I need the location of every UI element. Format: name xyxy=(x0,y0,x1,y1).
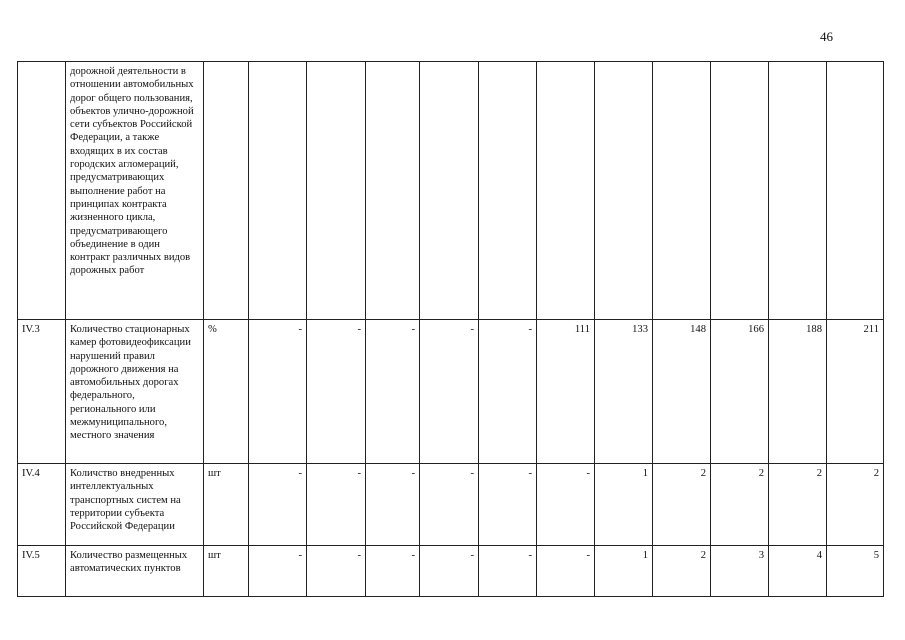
row-value: - xyxy=(307,320,366,464)
row-value: 111 xyxy=(537,320,595,464)
row-value xyxy=(249,62,307,320)
row-value: - xyxy=(420,320,479,464)
row-value: 211 xyxy=(827,320,884,464)
table-row xyxy=(18,464,884,546)
row-name: Количество размещенных автоматических пунктов xyxy=(66,546,204,597)
row-unit: % xyxy=(204,320,249,464)
row-value: 166 xyxy=(711,320,769,464)
row-value: - xyxy=(366,546,420,597)
row-value xyxy=(366,62,420,320)
row-value: 2 xyxy=(711,464,769,546)
table-row xyxy=(18,320,884,464)
row-value xyxy=(769,62,827,320)
row-value: 2 xyxy=(827,464,884,546)
row-value xyxy=(711,62,769,320)
row-value: - xyxy=(249,464,307,546)
row-unit: шт xyxy=(204,464,249,546)
row-value: - xyxy=(366,320,420,464)
row-value: - xyxy=(479,546,537,597)
row-value: 133 xyxy=(595,320,653,464)
row-value: - xyxy=(420,464,479,546)
row-value: - xyxy=(249,546,307,597)
row-value: - xyxy=(307,464,366,546)
row-name: Количество стационарных камер фотовидеофиксации нарушений правил дорожного движения на автомобильных дорогах федерального, регионального или межмуниципального, местного значения xyxy=(66,320,204,464)
table-row xyxy=(18,62,884,320)
row-value: - xyxy=(366,464,420,546)
row-value: - xyxy=(420,546,479,597)
row-value xyxy=(595,62,653,320)
row-value xyxy=(827,62,884,320)
table-row xyxy=(18,546,884,597)
row-value: 4 xyxy=(769,546,827,597)
row-value: 1 xyxy=(595,464,653,546)
row-value xyxy=(420,62,479,320)
row-value: 5 xyxy=(827,546,884,597)
row-code xyxy=(18,62,66,320)
row-name: Количство внедренных интеллектуальных транспортных систем на территории субъекта Российской Федерации xyxy=(66,464,204,546)
row-value xyxy=(537,62,595,320)
row-value: - xyxy=(479,320,537,464)
row-value xyxy=(653,62,711,320)
row-value: - xyxy=(479,464,537,546)
row-value: 1 xyxy=(595,546,653,597)
row-value: - xyxy=(537,546,595,597)
row-code: IV.5 xyxy=(18,546,66,597)
row-value: 3 xyxy=(711,546,769,597)
row-code: IV.4 xyxy=(18,464,66,546)
row-value: 2 xyxy=(653,464,711,546)
indicators-table xyxy=(17,61,884,597)
page-number: 46 xyxy=(820,29,833,44)
row-value: 2 xyxy=(769,464,827,546)
row-value: 2 xyxy=(653,546,711,597)
row-unit: шт xyxy=(204,546,249,597)
row-value: 148 xyxy=(653,320,711,464)
row-value xyxy=(479,62,537,320)
row-value: - xyxy=(537,464,595,546)
row-value xyxy=(307,62,366,320)
row-code: IV.3 xyxy=(18,320,66,464)
row-value: - xyxy=(307,546,366,597)
row-name: дорожной деятельности в отношении автомобильных дорог общего пользования, объектов улично-дорожной сети субъектов Российской Федерации, а также входящих в их состав городских агломераций, предусматривающих выполнение работ на принципах контракта жизненного цикла, предусматривающего объединение в один контракт различных видов дорожных работ xyxy=(66,62,204,320)
row-unit xyxy=(204,62,249,320)
row-value: 188 xyxy=(769,320,827,464)
row-value: - xyxy=(249,320,307,464)
